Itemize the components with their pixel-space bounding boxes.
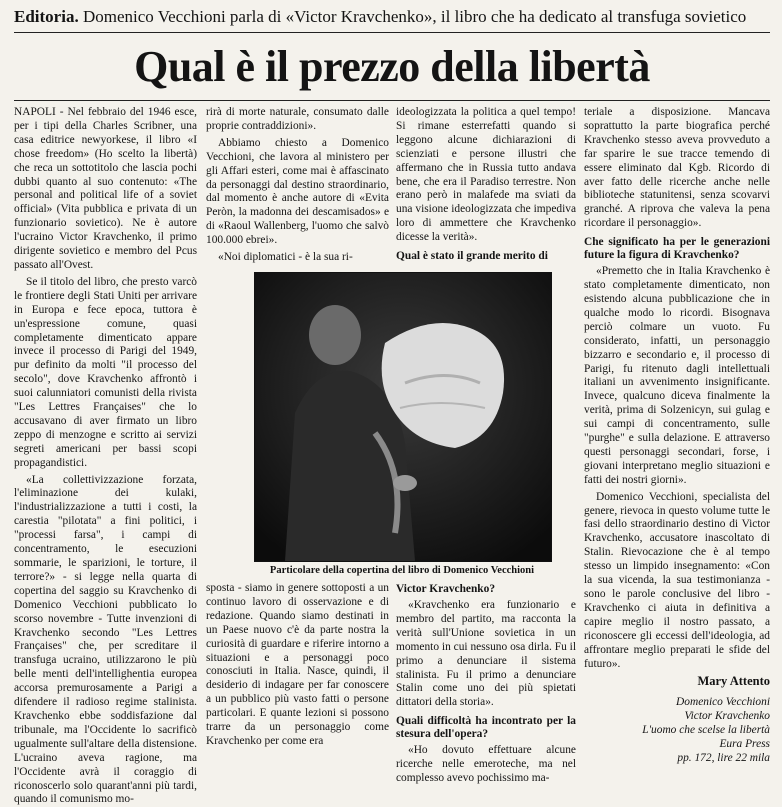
interview-question: Qual è stato il grande merito di xyxy=(396,250,548,263)
column-4 xyxy=(584,106,770,796)
paragraph: rirà di morte naturale, consumato dalle proprie contraddizioni». xyxy=(206,106,389,132)
book-info xyxy=(584,695,770,765)
interview-question: Quali difficoltà ha incontrato per la stesura dell'opera? xyxy=(396,715,576,741)
top-rule xyxy=(14,32,770,33)
paragraph: sposta - siamo in genere sottoposti a un continuo lavoro di osservazione e di redazione. Quando siamo destinati in un Paese nuovo c'è da parte nostra la curiosità di guardare e riferire intorno a situazioni e a personaggi poco conosciuti in Italia. Nasce, quindi, il desiderio di indagare per far conoscere a un pubblico più vasto fatti o persone particolari. E quante lezioni si possono trarre da un personaggio come Kravchenko per come era xyxy=(206,582,389,747)
paragraph: NAPOLI - Nel febbraio del 1946 esce, per i tipi della Charles Scribner, una casa editrice newyorkese, il libro «I chose freedom» (Ho scelto la libertà) che reca un sottotitolo che lascia pochi dubbi quanto al suo contenuto: «The personal and political life of a soviet official» (Vita pubblica e privata di un funzionario sovietico). Ne è autore l'ucraino Victor Kravchenko, il primo dirigente sovietico e membro del Pcus passato all'Ovest. xyxy=(14,106,197,271)
photo-caption: Particolare della copertina del libro di Domenico Vecchioni xyxy=(269,565,535,576)
kicker xyxy=(14,6,770,28)
paragraph: teriale a disposizione. Mancava soprattutto la parte biografica perché Kravchenko stesso aveva provveduto a far sparire le sue tracce temendo di essere eliminato dal Kgb. Ricordo di aver fatto delle ricerche anche nelle biblioteche statunitensi, senza scovarvi granché. A riprova che valeva la pena ricordare il personaggio». xyxy=(584,106,770,230)
column-2-bottom xyxy=(206,582,389,796)
kicker-text: Domenico Vecchioni parla di «Victor Kravchenko», il libro che ha dedicato al transfuga sovietico xyxy=(78,7,747,26)
paragraph: ideologizzata la politica a quel tempo! Si rimane esterrefatti quando si leggono alcune dichiarazioni di scienziati e persone illustri che affermano che in Russia tutto andava bene, che era il Paradiso terrestre. Non erano però in malafede ma sviati da una visione ideologizzata che impediva loro di ammettere che Kravchenko dicesse la verità». xyxy=(396,106,576,244)
paragraph: «La collettivizzazione forzata, l'eliminazione dei kulaki, l'industrializzazione a tutti i costi, la carestia "pilotata" a fini politici, i "processi farsa", i campi di concentramento, le esecuzioni sommarie, le sparizioni, le torture, il terrore?» - si legge nella quarta di copertina del saggio su Kravchenko di Domenico Vecchioni pubblicato lo scorso novembre - Tutte invenzioni di Kravchenko secondo "Les Lettres Françaises" che, per screditare il transfuga ucraino, utilizzarono le più belle menti dell'intellighentia europea accorsa premurosamente a Parigi a difendere il radioso regime stalinista. Kravchenko ebbe soddisfazione dal tribunale, ma l'Occidente lo sacrificò ugualmente sull'altare della distensione. L'ucraino aveva ragione, ma l'Occidente avrà il coraggio di riconoscerlo solo quarant'anni più tardi, quando il comunismo mo- xyxy=(14,473,197,806)
column-1 xyxy=(14,106,197,806)
book-subtitle: L'uomo che scelse la libertà xyxy=(642,724,770,737)
book-cover-photo xyxy=(254,272,552,562)
paragraph: Domenico Vecchioni, specialista del genere, rievoca in questo volume tutte le fasi dello straordinario destino di Victor Kravchenko, accusatore inascoltato di Stalin. Rievocazione che è al tempo stesso un limpido insegnamento: «Con la sua vicenda, la sua testimonianza - sono le parole conclusive del libro - Kravchenko ci aiuta in definitiva a capire meglio il nostro passato, a riconoscere gli eccessi dell'ideologia, ad affrontare meglio preparati le sfide del futuro». xyxy=(584,490,770,670)
book-title: Victor Kravchenko xyxy=(684,710,770,723)
column-3-bottom xyxy=(396,582,576,796)
paragraph: «Kravchenko era funzionario e membro del partito, ma racconta la verità sull'Unione sovietica in un momento in cui nessuno osa dirla. Fu il primo a denunciare il sistema stalinista. Fu il primo a denunciare Stalin come uno dei più spietati dittatori della storia». xyxy=(396,599,576,709)
paragraph: «Premetto che in Italia Kravchenko è stato completamente dimenticato, non esistendo alcuna pubblicazione che in qualche modo lo ricordi. Bisognava perciò colmare un vuoto. Fu considerato, infatti, un personaggio bizzarro e secondario e, il processo di Parigi, fu ritenuto dagli intellettuali italiani un avvenimento insignificante. Invece, qualcuno diceva finalmente la verità, prima di Solzenicyn, sui gulag e sui campi di concentramento, sulle "purghe" e sulla delazione. E attraverso questi personaggi secondari, forse, i giovani interpretano meglio situazioni e fatti dei nostri giorni». xyxy=(584,265,770,486)
headline: Qual è il prezzo della libertà xyxy=(134,42,650,91)
headline-rule xyxy=(14,100,770,101)
paragraph: «Noi diplomatici - è la sua ri- xyxy=(218,251,353,264)
paragraph: Se il titolo del libro, che presto varcò le frontiere degli Stati Uniti per arrivare in Europa e fece epoca, tuttora è un'espressione comune, quasi completamente dimenticato appare invece il processo di Parigi del 1949, pur definito da molti "il processo del secolo", dove Kravchenko affrontò i suoi calunniatori comunisti della rivista "Les Lettres Françaises" che lo accusavano di aver firmato un libro zeppo di menzogne e scritto ai servizi segreti americani per bassi scopi propagandistici. xyxy=(14,275,197,469)
column-2-top xyxy=(206,106,389,266)
column-3-top xyxy=(396,106,576,266)
book-author: Domenico Vecchioni xyxy=(676,696,770,709)
interview-question: Victor Kravchenko? xyxy=(396,583,496,595)
paragraph: «Ho dovuto effettuare alcune ricerche nelle emeroteche, ma nel complesso avevo pochissimo ma- xyxy=(396,744,576,785)
portrait-illustration xyxy=(255,273,551,561)
book-publisher: Eura Press xyxy=(719,738,770,751)
author-signature: Mary Attento xyxy=(697,674,770,689)
interview-question: Che significato ha per le generazioni future la figura di Kravchenko? xyxy=(584,236,770,262)
paragraph: Abbiamo chiesto a Domenico Vecchioni, che lavora al ministero per gli Affari esteri, come mai è affascinato da personaggi dal destino straordinario, dal momento è anche autore di «Evita Peròn, la madonna dei descamisados» e di «Raoul Wallenberg, l'uomo che salvò 100.000 ebrei». xyxy=(206,136,389,247)
kicker-lead: Editoria. xyxy=(14,7,79,26)
book-details: pp. 172, lire 22 mila xyxy=(677,752,770,765)
